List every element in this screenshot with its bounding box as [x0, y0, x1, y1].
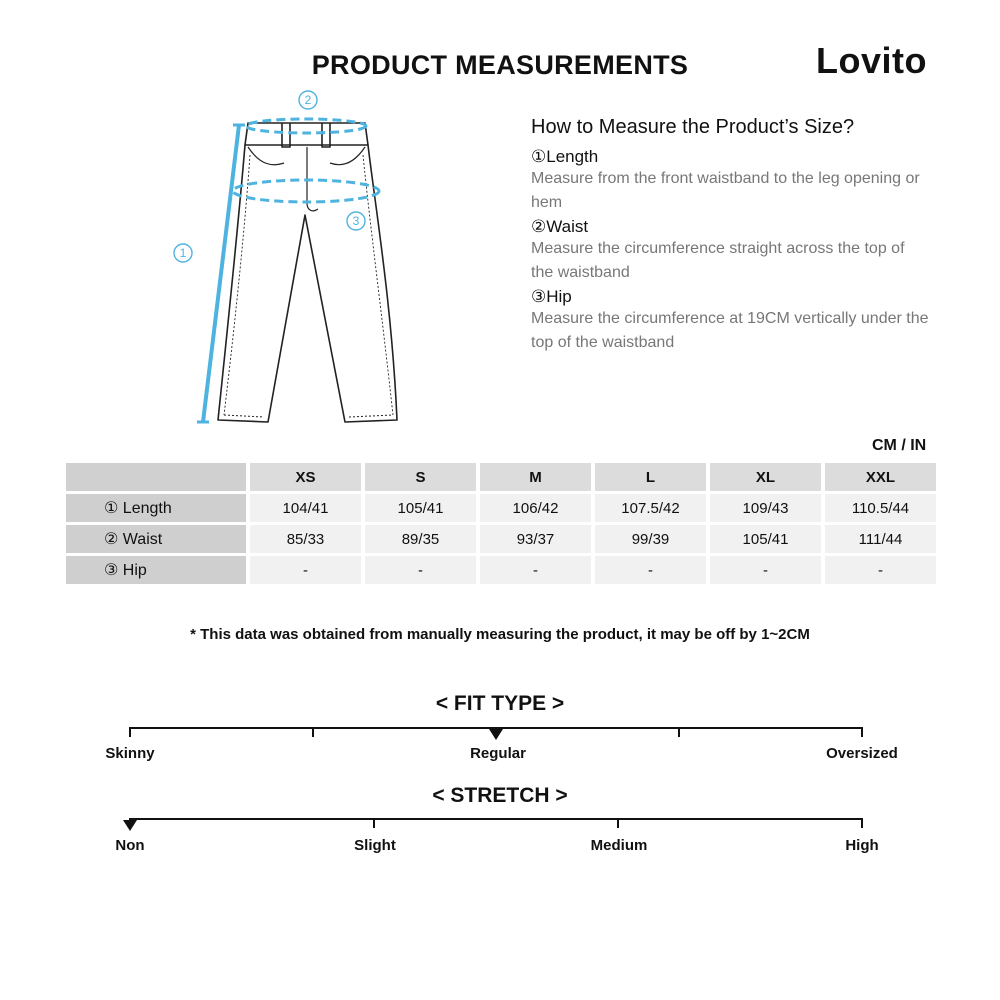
table-row	[66, 494, 936, 522]
fit-type-tick	[312, 727, 314, 737]
fit-type-tick	[678, 727, 680, 737]
stretch-label-non: Non	[115, 837, 145, 854]
stretch-title: < STRETCH >	[432, 784, 568, 807]
stretch-label-high: High	[845, 837, 879, 854]
stretch-tick	[373, 818, 375, 828]
step-length-desc: Measure from the front waistband to the leg opening or hem	[531, 170, 920, 211]
size-header: S	[365, 463, 476, 491]
table-cell: -	[710, 556, 821, 584]
size-header: XS	[250, 463, 361, 491]
table-cell: -	[365, 556, 476, 584]
stretch-label-slight: Slight	[354, 837, 396, 854]
waist-marker-label: 2	[304, 93, 312, 107]
table-cell: -	[480, 556, 591, 584]
brand-logo: Lovito	[816, 40, 927, 81]
size-header: XL	[710, 463, 821, 491]
size-header: M	[480, 463, 591, 491]
step-length-title: ①Length	[531, 147, 599, 166]
fit-type-tick	[861, 727, 863, 737]
hip-marker-label: 3	[352, 214, 360, 228]
fit-type-selected-marker	[489, 729, 503, 740]
row-label-waist: ② Waist	[66, 525, 246, 553]
size-header: L	[595, 463, 706, 491]
unit-label: CM / IN	[872, 437, 927, 454]
length-marker-label: 1	[179, 246, 187, 260]
table-row	[66, 525, 936, 553]
step-waist-desc: Measure the circumference straight across the top of the waistband	[531, 240, 905, 281]
table-cell: -	[595, 556, 706, 584]
pants-diagram	[160, 85, 410, 430]
table-cell: 107.5/42	[595, 494, 706, 522]
table-cell: 109/43	[710, 494, 821, 522]
table-cell: 85/33	[250, 525, 361, 553]
fit-type-label-skinny: Skinny	[105, 745, 155, 762]
table-row	[66, 556, 936, 584]
table-cell: 105/41	[710, 525, 821, 553]
table-cell: 89/35	[365, 525, 476, 553]
table-cell: -	[825, 556, 936, 584]
table-cell: 105/41	[365, 494, 476, 522]
step-hip-desc: Measure the circumference at 19CM vertically under the top of the waistband	[531, 310, 929, 351]
size-header-row	[66, 463, 936, 491]
fit-type-tick	[129, 727, 131, 737]
fit-type-title: < FIT TYPE >	[435, 692, 565, 715]
table-cell: 106/42	[480, 494, 591, 522]
size-table	[62, 460, 940, 587]
table-cell: -	[250, 556, 361, 584]
table-cell: 93/37	[480, 525, 591, 553]
table-cell: 104/41	[250, 494, 361, 522]
fit-type-label-oversized: Oversized	[826, 745, 898, 762]
step-hip-title: ③Hip	[531, 287, 572, 306]
fit-type-label-regular: Regular	[470, 745, 526, 762]
row-label-hip: ③ Hip	[66, 556, 246, 584]
size-header: XXL	[825, 463, 936, 491]
table-cell: 110.5/44	[825, 494, 936, 522]
stretch-scale-line	[130, 818, 863, 820]
table-corner	[66, 463, 246, 491]
stretch-tick	[617, 818, 619, 828]
table-cell: 111/44	[825, 525, 936, 553]
row-label-length: ① Length	[66, 494, 246, 522]
step-waist-title: ②Waist	[531, 217, 589, 236]
disclaimer-note: * This data was obtained from manually measuring the product, it may be off by 1~2CM	[190, 626, 810, 643]
page-title: PRODUCT MEASUREMENTS	[311, 50, 689, 80]
how-to-heading: How to Measure the Product’s Size?	[531, 116, 855, 138]
stretch-tick	[861, 818, 863, 828]
how-to-measure	[531, 116, 931, 355]
stretch-label-medium: Medium	[590, 837, 648, 854]
stretch-selected-marker	[123, 820, 137, 831]
table-cell: 99/39	[595, 525, 706, 553]
